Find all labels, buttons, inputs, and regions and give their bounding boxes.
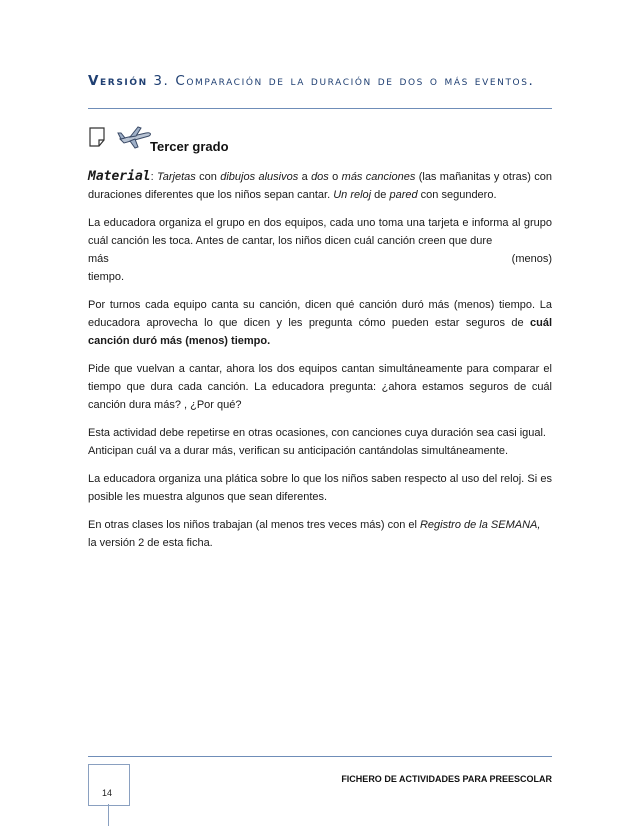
paragraph-1-left: más: [88, 253, 109, 265]
version-label: Versión: [88, 73, 148, 89]
material-item: Un reloj: [333, 189, 372, 201]
activity-body: [88, 168, 552, 562]
note-icon: [88, 126, 108, 148]
material-item: dos: [311, 171, 329, 183]
paragraph-2: [88, 296, 552, 350]
material-text: de: [371, 189, 390, 201]
page-number: 14: [102, 788, 113, 798]
paragraph-1-end: [88, 268, 552, 286]
material-text: (las mañanitas y otras) con duraciones diferentes que los niños sepan cantar.: [88, 171, 552, 201]
footer-rule: [88, 756, 552, 757]
paragraph-5: La educadora organiza una plática sobre lo que los niños saben respecto al uso del reloj. Si es posible les muestra algunos que sean diferentes.: [88, 473, 552, 503]
airplane-icon: [116, 124, 154, 150]
paragraph-1-text: La educadora organiza el grupo en dos equipos, cada uno toma una tarjeta e informa al grupo cuál canción les toca. Antes de cantar, los niños dicen cuál canción creen que dure: [88, 217, 552, 247]
page-number-box: [88, 764, 130, 806]
material-text: :: [150, 171, 158, 183]
paragraph-1: [88, 214, 552, 250]
material-text: con segundero.: [417, 189, 497, 201]
material-text: a: [298, 171, 312, 183]
footer-title: FICHERO DE ACTIVIDADES PARA PREESCOLAR: [341, 774, 552, 784]
paragraph-1-right: (menos): [511, 253, 552, 265]
material-text: con: [195, 171, 221, 183]
paragraph-4-line2: Anticipan cuál va a durar más, verifican su anticipación cantándolas simultáneamente.: [88, 445, 509, 457]
material-item: más canciones: [341, 171, 416, 183]
paragraph-6-italic: Registro de la SEMANA,: [419, 519, 541, 531]
material-label: Material: [88, 169, 151, 184]
page-title: [88, 72, 552, 91]
paragraph-3: Pide que vuelvan a cantar, ahora los dos equipos cantan simultáneamente para comparar el tiempo que dura cada canción. La educadora pregunta: ¿ahora estamos seguros de cuál canción dura más? , ¿Por qué?: [88, 363, 552, 411]
material-item: dibujos alusivos: [220, 171, 299, 183]
paragraph-6-text: En otras clases los niños trabajan (al menos tres veces más) con el: [88, 519, 420, 531]
paragraph-2-bold: cuál canción duró más (menos) tiempo.: [88, 317, 552, 347]
paragraph-2-text: Por turnos cada equipo canta su canción, dicen qué canción duró más (menos) tiempo. La educadora aprovecha lo que dicen y les pregunta cómo pueden estar seguros de: [88, 299, 552, 329]
paragraph-1-end-text: tiempo.: [88, 271, 125, 283]
material-item: pared: [389, 189, 418, 201]
title-text: 3. Comparación de la duración de dos o más eventos.: [153, 73, 535, 89]
paragraph-6: [88, 516, 552, 552]
material-item: Tarjetas: [157, 171, 196, 183]
material-text: o: [328, 171, 342, 183]
page-number-line: [108, 804, 109, 826]
paragraph-6-end: la versión 2 de esta ficha.: [88, 537, 213, 549]
header-rule: [88, 108, 552, 109]
material-paragraph: [88, 168, 552, 204]
paragraph-4: [88, 424, 552, 460]
paragraph-1-spread: [88, 250, 552, 268]
paragraph-4-line1: Esta actividad debe repetirse en otras ocasiones, con canciones cuya duración sea casi igual.: [88, 427, 546, 439]
grade-label: Tercer grado: [150, 139, 229, 154]
